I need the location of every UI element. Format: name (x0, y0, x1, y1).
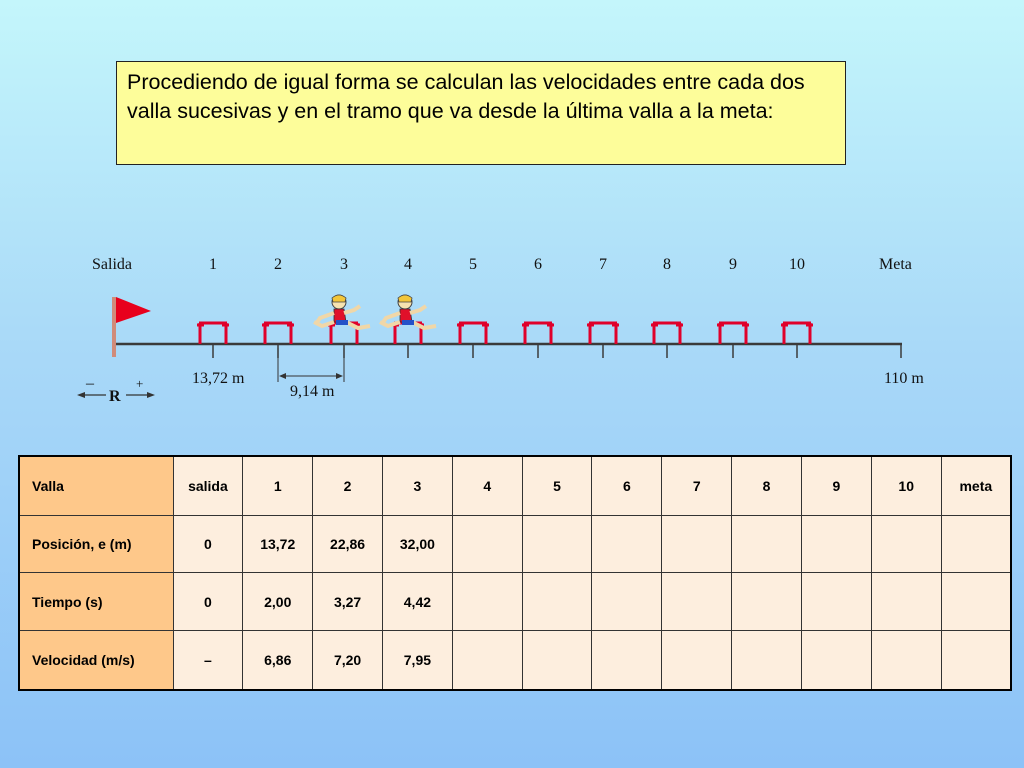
column-header: 1 (243, 456, 313, 515)
hurdle-label: 1 (209, 256, 217, 273)
hurdle-label: 7 (599, 256, 607, 273)
row-header: Posición, e (m) (19, 515, 173, 573)
table-cell (732, 631, 802, 690)
table-cell: 3,27 (313, 573, 383, 631)
first-distance-label: 13,72 m (192, 370, 245, 387)
table-cell (592, 631, 662, 690)
table-cell: – (173, 631, 243, 690)
table-cell: 22,86 (313, 515, 383, 573)
table-cell (452, 573, 522, 631)
reference-label: R (109, 388, 121, 405)
column-header: 2 (313, 456, 383, 515)
hurdle-icon (781, 323, 813, 344)
table-cell (871, 515, 941, 573)
hurdle-label: 6 (534, 256, 542, 273)
column-header: salida (173, 456, 243, 515)
column-header: 6 (592, 456, 662, 515)
table-cell (801, 515, 871, 573)
table-cell: 6,86 (243, 631, 313, 690)
spacing-distance-label: 9,14 m (290, 383, 335, 400)
table-cell: 0 (173, 573, 243, 631)
table-cell (662, 515, 732, 573)
table-row (19, 573, 1011, 631)
table-cell: 0 (173, 515, 243, 573)
plus-sign: + (136, 376, 144, 391)
intro-text: Procediendo de igual forma se calculan las velocidades entre cada dos valla sucesivas y en el tramo que va desde la última valla a la meta: (127, 70, 805, 123)
hurdle-label: 9 (729, 256, 737, 273)
table-cell (452, 631, 522, 690)
hurdle-icon (717, 323, 749, 344)
row-header: Tiempo (s) (19, 573, 173, 631)
hurdle-icon (457, 323, 489, 344)
start-flag-icon (112, 297, 151, 357)
minus-sign: – (86, 375, 94, 392)
table-cell: 7,95 (382, 631, 452, 690)
total-distance-label: 110 m (884, 370, 924, 387)
hurdle-label: 3 (340, 256, 348, 273)
table-row (19, 631, 1011, 690)
table-cell (522, 631, 592, 690)
table-cell (801, 631, 871, 690)
hurdle-label: 5 (469, 256, 477, 273)
track-ticks (213, 344, 797, 358)
hurdle-labels (209, 256, 805, 273)
runner-icon (314, 295, 370, 328)
table-cell: 2,00 (243, 573, 313, 631)
table-cell (941, 631, 1011, 690)
hurdle-icon (651, 323, 683, 344)
table-cell: 13,72 (243, 515, 313, 573)
table-cell (941, 573, 1011, 631)
table-cell (592, 573, 662, 631)
column-header: 4 (452, 456, 522, 515)
runner-icon (380, 295, 436, 328)
row-header: Valla (19, 456, 173, 515)
row-header: Velocidad (m/s) (19, 631, 173, 690)
column-header: 3 (382, 456, 452, 515)
hurdle-label: 8 (663, 256, 671, 273)
data-table (18, 455, 1012, 691)
table-cell (522, 515, 592, 573)
hurdle-icon (587, 323, 619, 344)
table-row (19, 515, 1011, 573)
column-header: 5 (522, 456, 592, 515)
table-cell (662, 631, 732, 690)
table-cell (452, 515, 522, 573)
table-cell (871, 631, 941, 690)
table-cell (941, 515, 1011, 573)
hurdle-label: 10 (789, 256, 805, 273)
column-header: 10 (871, 456, 941, 515)
start-label: Salida (92, 256, 132, 273)
table-header-row (19, 456, 1011, 515)
spacing-dimension (278, 348, 344, 382)
table-cell (732, 515, 802, 573)
hurdle-icon (522, 323, 554, 344)
table-cell (732, 573, 802, 631)
column-header: meta (941, 456, 1011, 515)
table-cell (801, 573, 871, 631)
column-header: 8 (732, 456, 802, 515)
table-cell: 32,00 (382, 515, 452, 573)
table-cell (522, 573, 592, 631)
finish-label: Meta (879, 256, 912, 273)
table-cell: 7,20 (313, 631, 383, 690)
hurdle-label: 4 (404, 256, 412, 273)
column-header: 7 (662, 456, 732, 515)
hurdle-label: 2 (274, 256, 282, 273)
table-cell (871, 573, 941, 631)
table-cell (662, 573, 732, 631)
table-cell (592, 515, 662, 573)
hurdles (197, 323, 813, 344)
hurdle-icon (262, 323, 294, 344)
hurdle-icon (197, 323, 229, 344)
table-cell: 4,42 (382, 573, 452, 631)
column-header: 9 (801, 456, 871, 515)
